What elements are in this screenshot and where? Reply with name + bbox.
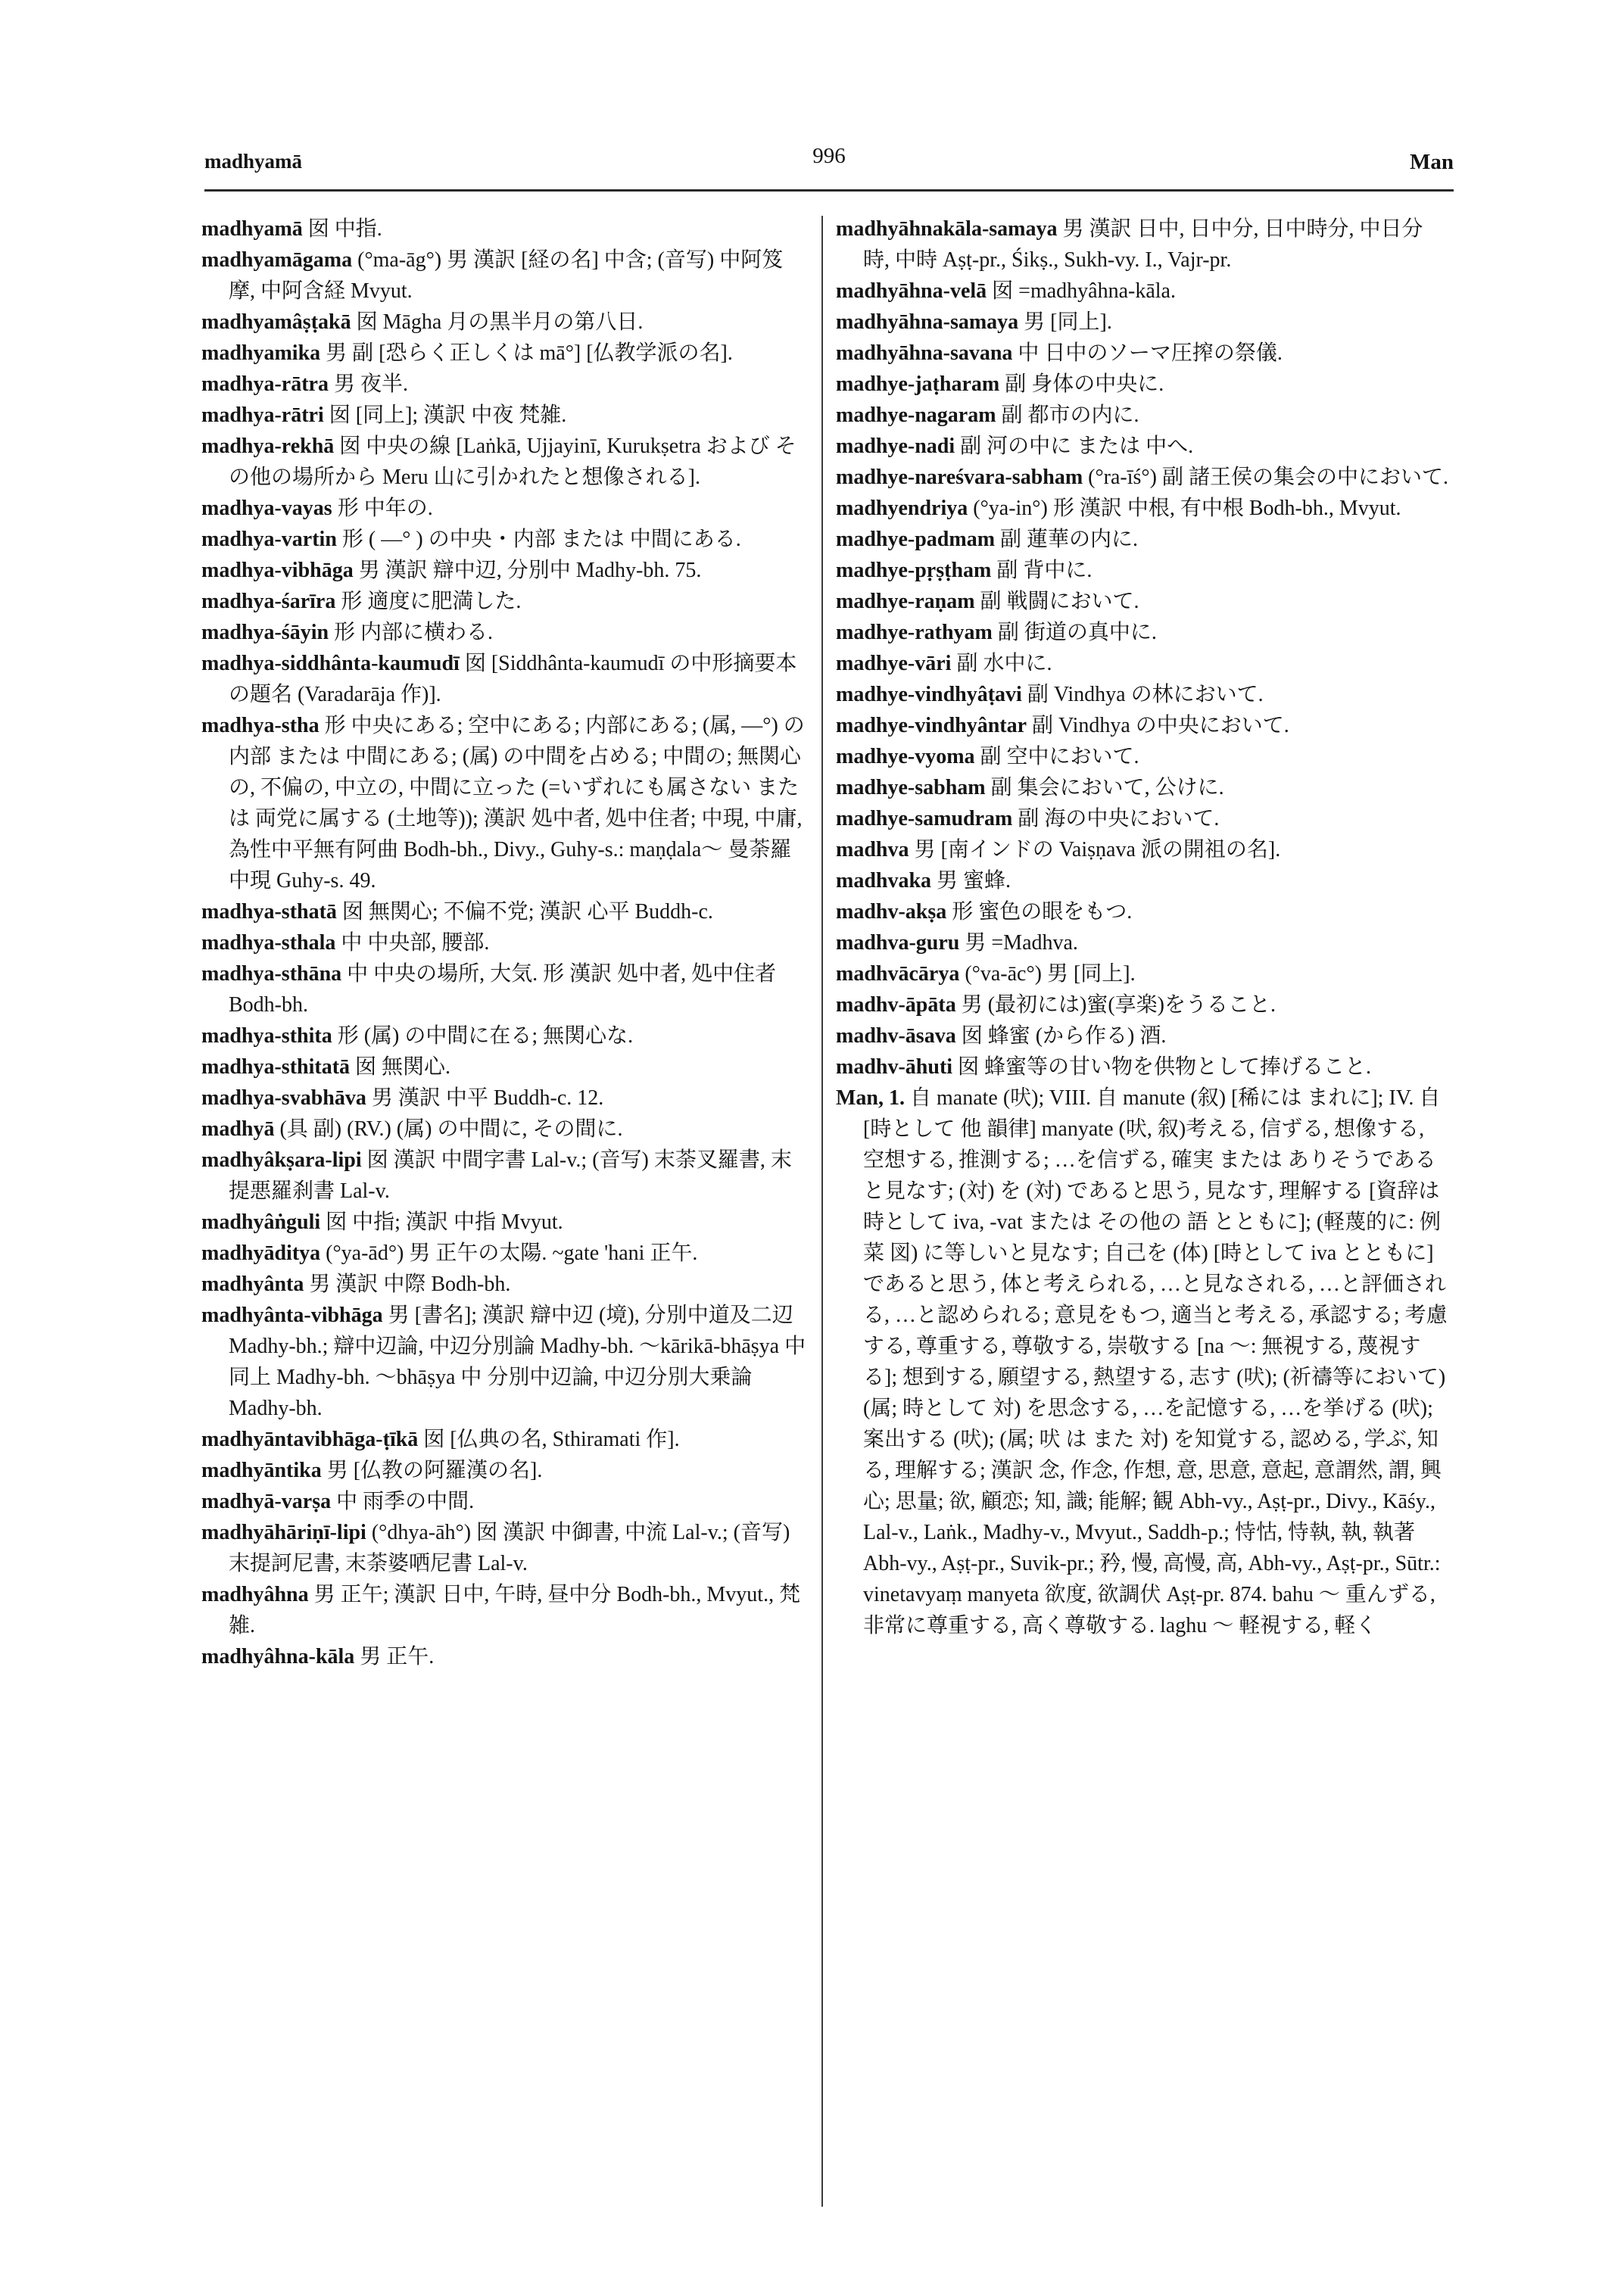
entry-headword: madhyâhna-kāla xyxy=(201,1645,355,1668)
entry-definition: 囡 無関心; 不偏不党; 漢訳 心平 Buddh-c. xyxy=(341,900,713,924)
entry-headword: madhyânta xyxy=(201,1273,304,1296)
dictionary-entry xyxy=(836,586,1449,617)
dictionary-entry xyxy=(201,710,807,896)
entry-definition: 副 都市の内に. xyxy=(1001,403,1139,427)
entry-headword: madhya-sthitatā xyxy=(201,1055,351,1079)
dictionary-entry xyxy=(201,431,807,493)
entry-definition: (°ra-īś°) 副 諸王侯の集会の中において. xyxy=(1088,466,1448,489)
left-column xyxy=(201,213,807,1672)
dictionary-entry xyxy=(201,1486,807,1517)
page-number: 996 xyxy=(812,144,846,168)
dictionary-entry xyxy=(836,896,1449,927)
running-head-left: madhyamā xyxy=(204,150,303,173)
entry-definition: 形 中央にある; 空中にある; 内部にある; (属, —°) の内部 または 中間にある; (属) の中間を占める; 中間の; 無関心の, 不偏の, 中立の, 中間に立った (=いずれにも属さない または 両党に属する (土地等)); 漢訳 処中者, 処中住者; 中現, 中庸, 為性中平無有阿曲 Bodh-bh., Divy., Guhy-s.: maṇḍala～ 曼荼羅中現 Guhy-s. 49. xyxy=(229,714,805,893)
entry-definition: 形 内部に横わる. xyxy=(334,621,494,644)
entry-definition: 副 空中において. xyxy=(980,745,1139,768)
entry-headword: madhya-śarīra xyxy=(201,590,336,613)
entry-headword: madhya-rātri xyxy=(201,403,324,427)
entry-definition: 男 [仏教の阿羅漢の名]. xyxy=(326,1459,543,1482)
dictionary-entry xyxy=(201,1455,807,1486)
entry-headword: madhv-akṣa xyxy=(836,900,947,924)
dictionary-entry xyxy=(201,1517,807,1579)
entry-definition: 形 適度に肥満した. xyxy=(341,590,522,613)
entry-definition: 囡 蜂蜜 (から作る) 酒. xyxy=(961,1024,1167,1048)
entry-headword: madhya-sthāna xyxy=(201,962,342,986)
entry-definition: 男 (最初には)蜜(享楽)をうること. xyxy=(961,993,1276,1017)
dictionary-entry xyxy=(201,1269,807,1300)
dictionary-entry xyxy=(201,617,807,648)
entry-definition: 副 Vindhya の林において. xyxy=(1027,683,1264,706)
entry-headword: madhya-sthita xyxy=(201,1024,332,1048)
dictionary-entry xyxy=(201,400,807,431)
dictionary-entry xyxy=(201,1424,807,1455)
page-header xyxy=(204,144,1454,182)
entry-headword: madhyamâṣṭakā xyxy=(201,310,351,334)
dictionary-entry xyxy=(836,1020,1449,1051)
entry-definition: 男 正午; 漢訳 日中, 午時, 昼中分 Bodh-bh., Mvyut., 梵雑. xyxy=(229,1583,801,1637)
entry-definition: 囡 中央の線 [Laṅkā, Ujjayinī, Kurukṣetra および その他の場所から Meru 山に引かれたと想像される]. xyxy=(229,435,796,489)
entry-definition: 自 manate (吠); VIII. 自 manute (叙) [稀には まれに]; IV. 自 [時として 他 韻律] manyate (吠, 叙)考える, 信ずる, 想像する, 空想する, 推測する; …を信ずる, 確実 または ありそうであると見なす; (対) を (対) であると思う, 見なす, 理解する [資辞は 時として iva, -vat または その他の 語 とともに]; (軽蔑的に: 例 菜 図) に等しいと見なす; 自己を (体) [時として iva とともに] であると思う, 体と考えられる, …と見なされる, …と評価される, …と認められる; 意見をもつ, 適当と考える, 承認する; 考慮する, 尊重する, 尊敬する, 崇敬する [na ～: 無視する, 蔑視する]; 想到する, 願望する, 熱望する, 志す (吠); (祈禱等において) (属; 時として 対) を思念する, …を記憶する, …を挙げる (吠); 案出する (吠); (属; 吠 は また 対) を知覚する, 認める, 学ぶ, 知る, 理解する; 漢訳 念, 作念, 作想, 意, 思意, 意起, 意謂然, 謂, 興心; 思量; 欲, 顧恋; 知, 識; 能解; 観 Abh-vy., Aṣṭ-pr., Divy., Kāśy., Lal-v., Laṅk., Madhy-v., Mvyut., Saddh-p.; 恃怙, 恃執, 執, 執著 Abh-vy., Aṣṭ-pr., Suvik-pr.; 矜, 慢, 高慢, 高, Abh-vy., Aṣṭ-pr., Sūtr.: vinetavyaṃ manyeta 欲度, 欲調伏 Aṣṭ-pr. 874. bahu ～ 重んずる, 非常に尊重する, 高く尊敬する. laghu ～ 軽視する, 軽く xyxy=(863,1086,1448,1637)
entry-definition: (°va-āc°) 男 [同上]. xyxy=(965,962,1136,986)
entry-definition: 副 蓮華の内に. xyxy=(1000,528,1139,551)
entry-headword: madhyamāgama xyxy=(201,248,353,272)
dictionary-entry xyxy=(201,1579,807,1641)
entry-definition: 中 中央部, 腰部. xyxy=(341,931,490,955)
entry-definition: 男 漢訳 中平 Buddh-c. 12. xyxy=(371,1086,604,1110)
dictionary-entry xyxy=(836,1051,1449,1083)
dictionary-entry xyxy=(201,338,807,369)
dictionary-entry xyxy=(836,617,1449,648)
entry-definition: 中 中央の場所, 大気. 形 漢訳 処中者, 処中住者 Bodh-bh. xyxy=(229,962,777,1017)
entry-headword: madhya-stha xyxy=(201,714,320,737)
dictionary-entry xyxy=(201,896,807,927)
dictionary-entry xyxy=(836,865,1449,896)
dictionary-entry xyxy=(836,524,1449,555)
entry-headword: madhye-padmam xyxy=(836,528,996,551)
dictionary-entry xyxy=(201,1207,807,1238)
dictionary-entry xyxy=(201,586,807,617)
entry-definition: 囡 [同上]; 漢訳 中夜 梵雑. xyxy=(329,403,567,427)
entry-definition: (具 副) (RV.) (属) の中間に, その間に. xyxy=(279,1117,623,1141)
entry-definition: 男 夜半. xyxy=(333,372,408,396)
dictionary-entry xyxy=(201,524,807,555)
dictionary-entry xyxy=(201,648,807,710)
entry-definition: 囡 [Siddhânta-kaumudī の中形摘要本の題名 (Varadarāja 作)]. xyxy=(229,652,797,706)
dictionary-entry xyxy=(836,400,1449,431)
dictionary-entry xyxy=(836,803,1449,834)
entry-headword: madhye-vindhyâṭavi xyxy=(836,683,1022,706)
dictionary-entry xyxy=(201,307,807,338)
dictionary-entry xyxy=(836,927,1449,958)
entry-headword: madhvācārya xyxy=(836,962,960,986)
entry-headword: madhye-raṇam xyxy=(836,590,975,613)
entry-headword: madhya-rātra xyxy=(201,372,329,396)
entry-definition: 副 戦闘において. xyxy=(980,590,1139,613)
entry-definition: 副 水中に. xyxy=(956,652,1052,675)
entry-headword: madhya-vibhāga xyxy=(201,559,354,582)
entry-definition: 副 街道の真中に. xyxy=(997,621,1157,644)
entry-headword: madhyāntavibhāga-ṭīkā xyxy=(201,1428,419,1451)
dictionary-entry xyxy=(836,648,1449,679)
right-column xyxy=(836,213,1449,1641)
entry-headword: madhyâhna xyxy=(201,1583,309,1606)
entry-definition: 男 [同上]. xyxy=(1024,310,1112,334)
entry-headword: madhyāhāriṇī-lipi xyxy=(201,1521,366,1544)
dictionary-entry xyxy=(836,462,1449,493)
running-head-right: Man xyxy=(1410,150,1454,174)
entry-definition: 副 Vindhya の中央において. xyxy=(1032,714,1289,737)
entry-definition: (°dhya-āh°) 囡 漢訳 中御書, 中流 Lal-v.; (音写) 末提訶尼書, 末荼婆哂尼書 Lal-v. xyxy=(229,1521,790,1575)
entry-definition: 男 漢訳 中際 Bodh-bh. xyxy=(309,1273,511,1296)
header-rule xyxy=(204,189,1454,192)
dictionary-entry xyxy=(836,834,1449,865)
entry-headword: madhye-vāri xyxy=(836,652,952,675)
dictionary-entry xyxy=(201,1641,807,1672)
entry-headword: madhv-āpāta xyxy=(836,993,956,1017)
entry-headword: madhya-śāyin xyxy=(201,621,329,644)
entry-headword: madhye-rathyam xyxy=(836,621,993,644)
dictionary-entry xyxy=(201,555,807,586)
entry-headword: madhva-guru xyxy=(836,931,960,955)
dictionary-entry xyxy=(836,741,1449,772)
dictionary-entry xyxy=(201,245,807,307)
entry-headword: madhva xyxy=(836,838,909,861)
dictionary-entry xyxy=(201,958,807,1020)
entry-definition: 囡 漢訳 中間字書 Lal-v.; (音写) 末荼叉羅書, 末提悪羅刹書 Lal-v. xyxy=(229,1148,792,1203)
entry-headword: madhyāhna-samaya xyxy=(836,310,1019,334)
entry-headword: madhv-āsava xyxy=(836,1024,956,1048)
entry-headword: madhyāhnakāla-samaya xyxy=(836,217,1058,241)
entry-definition: 副 集会において, 公けに. xyxy=(990,776,1224,799)
entry-definition: 男 漢訳 日中, 日中分, 日中時分, 中日分時, 中時 Aṣṭ-pr., Śikṣ., Sukh-vy. I., Vajr-pr. xyxy=(863,217,1423,272)
entry-definition: 囡 =madhyâhna-kāla. xyxy=(992,279,1176,303)
dictionary-entry xyxy=(836,431,1449,462)
entry-headword: madhyāhna-savana xyxy=(836,341,1013,365)
entry-definition: 中 雨季の中間. xyxy=(336,1490,475,1513)
dictionary-entry xyxy=(836,989,1449,1020)
entry-headword: madhyāntika xyxy=(201,1459,322,1482)
dictionary-entry xyxy=(836,276,1449,307)
entry-headword: madhye-jaṭharam xyxy=(836,372,1000,396)
entry-definition: 形 中年の. xyxy=(337,497,433,520)
entry-definition: 囡 Māgha 月の黒半月の第八日. xyxy=(356,310,644,334)
entry-definition: 副 身体の中央に. xyxy=(1005,372,1164,396)
entry-definition: 中 日中のソーマ圧搾の祭儀. xyxy=(1018,341,1283,365)
entry-definition: 囡 中指; 漢訳 中指 Mvyut. xyxy=(326,1210,563,1234)
entry-headword: madhyânta-vibhāga xyxy=(201,1304,383,1327)
entry-definition: 囡 中指. xyxy=(307,217,382,241)
dictionary-entry xyxy=(201,1300,807,1424)
dictionary-entry xyxy=(836,555,1449,586)
entry-headword: madhyâkṣara-lipi xyxy=(201,1148,362,1172)
entry-headword: madhyāhna-velā xyxy=(836,279,987,303)
entry-headword: madhye-samudram xyxy=(836,807,1013,830)
entry-definition: (°ya-in°) 形 漢訳 中根, 有中根 Bodh-bh., Mvyut. xyxy=(973,497,1401,520)
entry-headword: madhyamā xyxy=(201,217,303,241)
dictionary-entry xyxy=(836,1083,1449,1641)
dictionary-entry xyxy=(836,307,1449,338)
entry-headword: madhyendriya xyxy=(836,497,968,520)
entry-headword: madhye-sabham xyxy=(836,776,986,799)
entry-definition: 囡 [仏典の名, Sthiramati 作]. xyxy=(423,1428,680,1451)
entry-headword: madhya-sthatā xyxy=(201,900,337,924)
entry-headword: madhye-nareśvara-sabham xyxy=(836,466,1083,489)
dictionary-entry xyxy=(836,772,1449,803)
dictionary-entry xyxy=(836,958,1449,989)
entry-headword: madhyā xyxy=(201,1117,275,1141)
entry-headword: madhye-pṛṣṭham xyxy=(836,559,992,582)
entry-definition: 男 蜜蜂. xyxy=(937,869,1011,893)
entry-headword: madhyāditya xyxy=(201,1242,321,1265)
entry-headword: madhye-vindhyântar xyxy=(836,714,1027,737)
entry-headword: madhye-nagaram xyxy=(836,403,996,427)
entry-headword: madhye-nadi xyxy=(836,435,955,458)
dictionary-entry xyxy=(836,679,1449,710)
dictionary-entry xyxy=(201,493,807,524)
dictionary-entry xyxy=(836,369,1449,400)
dictionary-entry xyxy=(836,493,1449,524)
dictionary-entry xyxy=(201,1020,807,1051)
entry-headword: madhya-siddhânta-kaumudī xyxy=(201,652,460,675)
entry-headword: madhya-svabhāva xyxy=(201,1086,366,1110)
entry-definition: 男 副 [恐らく正しくは mā°] [仏教学派の名]. xyxy=(326,341,733,365)
dictionary-entry xyxy=(201,927,807,958)
entry-definition: 副 背中に. xyxy=(996,559,1093,582)
entry-headword: madhvaka xyxy=(836,869,932,893)
dictionary-entry xyxy=(836,213,1449,276)
entry-definition: 囡 無関心. xyxy=(355,1055,451,1079)
entry-definition: 男 [書名]; 漢訳 辯中辺 (境), 分別中道及二辺 Madhy-bh.; 辯中辺論, 中辺分別論 Madhy-bh. ～kārikā-bhāṣya 中 同上 Madhy-bh. ～bhāṣya 中 分別中辺論, 中辺分別大乗論 Madhy-bh. xyxy=(229,1304,806,1420)
column-divider xyxy=(821,216,823,2207)
dictionary-entry xyxy=(201,213,807,245)
entry-headword: madhya-vartin xyxy=(201,528,337,551)
dictionary-entry xyxy=(836,710,1449,741)
dictionary-entry xyxy=(201,1051,807,1083)
entry-definition: 男 =Madhva. xyxy=(965,931,1078,955)
entry-headword: madhv-āhuti xyxy=(836,1055,953,1079)
entry-headword: madhya-vayas xyxy=(201,497,332,520)
entry-definition: 囡 蜂蜜等の甘い物を供物として捧げること. xyxy=(958,1055,1372,1079)
entry-definition: 男 正午. xyxy=(360,1645,435,1668)
dictionary-entry xyxy=(201,369,807,400)
entry-definition: 副 河の中に または 中へ. xyxy=(960,435,1194,458)
entry-definition: 形 ( —° ) の中央・内部 または 中間にある. xyxy=(341,528,741,551)
entry-headword: madhye-vyoma xyxy=(836,745,975,768)
entry-definition: (°ma-āg°) 男 漢訳 [経の名] 中含; (音写) 中阿笈摩, 中阿含経 Mvyut. xyxy=(229,248,784,303)
entry-definition: 副 海の中央において. xyxy=(1018,807,1220,830)
entry-headword: madhyâṅguli xyxy=(201,1210,321,1234)
dictionary-entry xyxy=(836,338,1449,369)
entry-headword: madhyā-varṣa xyxy=(201,1490,332,1513)
dictionary-entry xyxy=(201,1114,807,1145)
entry-definition: 形 蜜色の眼をもつ. xyxy=(952,900,1133,924)
entry-headword: madhya-sthala xyxy=(201,931,336,955)
entry-definition: 男 [南インドの Vaiṣṇava 派の開祖の名]. xyxy=(914,838,1281,861)
entry-headword: madhya-rekhā xyxy=(201,435,335,458)
dictionary-entry xyxy=(201,1238,807,1269)
entry-definition: (°ya-ād°) 男 正午の太陽. ~gate 'hani 正午. xyxy=(326,1242,698,1265)
entry-headword: madhyamika xyxy=(201,341,321,365)
entry-definition: 男 漢訳 辯中辺, 分別中 Madhy-bh. 75. xyxy=(358,559,702,582)
dictionary-entry xyxy=(201,1145,807,1207)
entry-definition: 形 (属) の中間に在る; 無関心な. xyxy=(337,1024,634,1048)
entry-headword: Man, 1. xyxy=(836,1086,905,1110)
dictionary-entry xyxy=(201,1083,807,1114)
